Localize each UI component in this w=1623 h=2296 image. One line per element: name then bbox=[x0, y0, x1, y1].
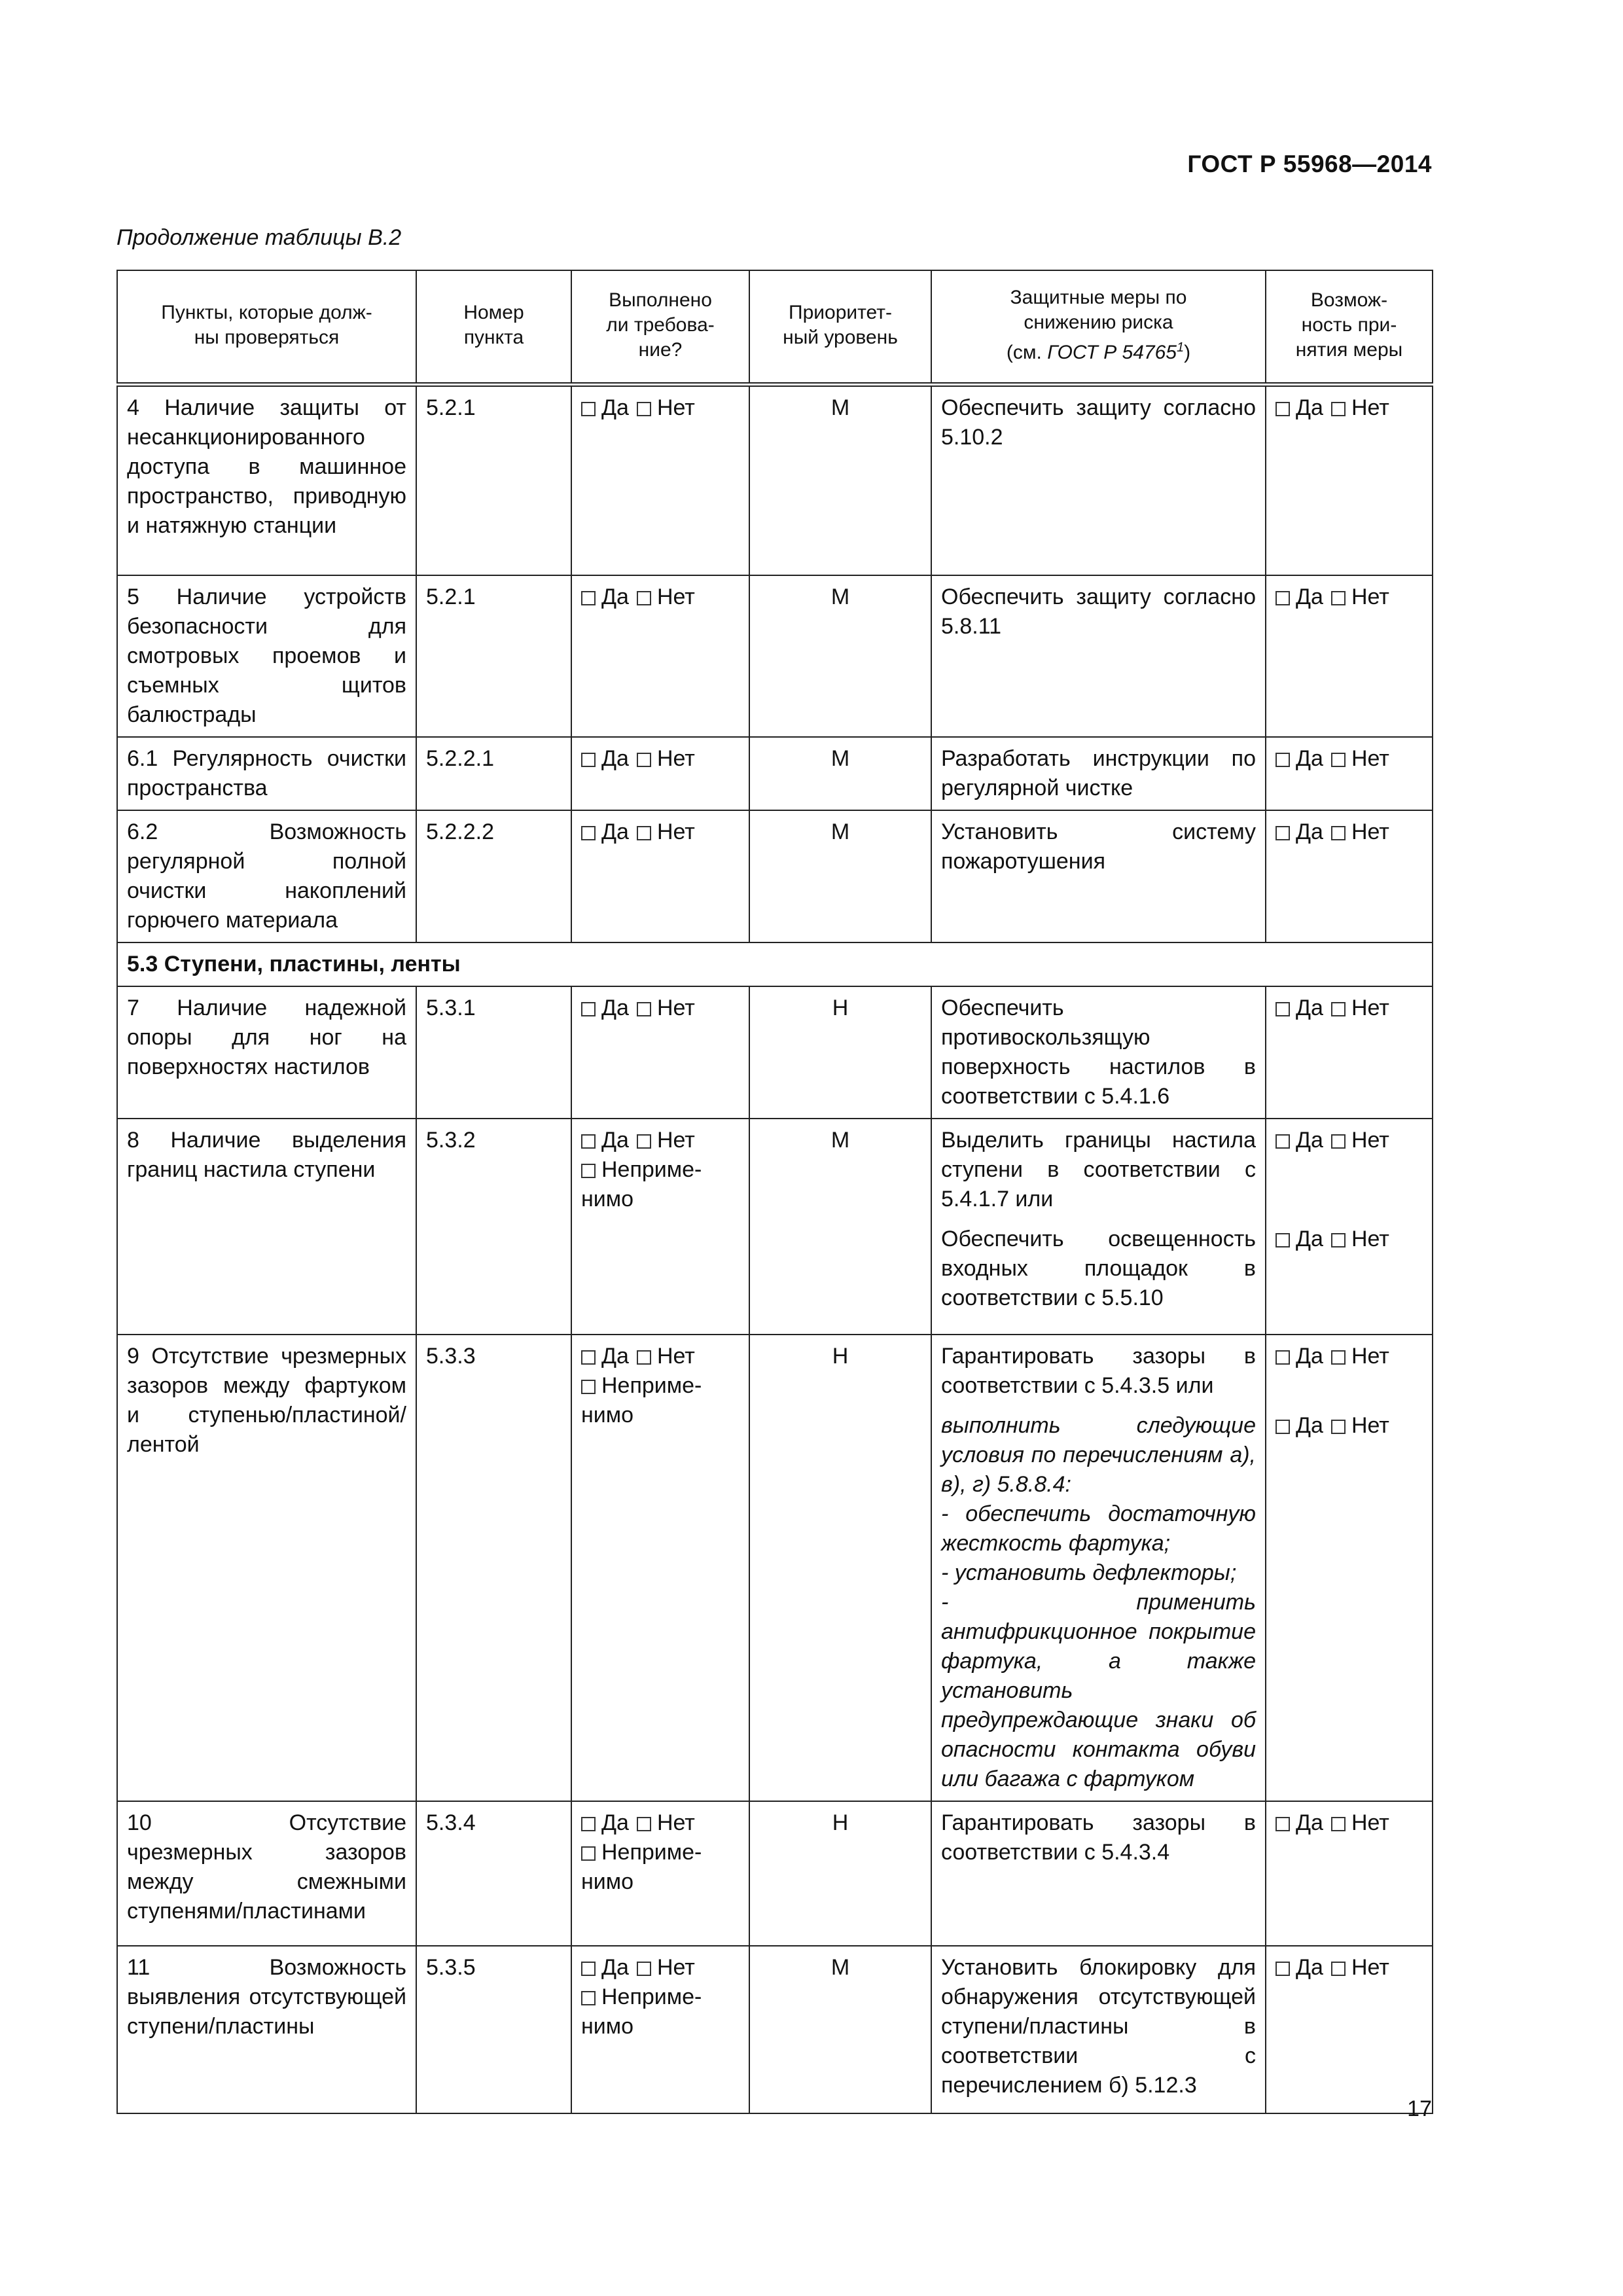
feasibility-cell bbox=[1266, 986, 1433, 1119]
checkbox-icon[interactable] bbox=[581, 1991, 596, 2005]
header-label: Защитные меры по снижению риска (см. ГОСТ Р 54765$^1$) bbox=[1006, 287, 1191, 363]
no-option[interactable] bbox=[637, 996, 695, 1020]
no-option[interactable] bbox=[637, 1344, 695, 1369]
no-label: Нет bbox=[656, 819, 695, 844]
priority-level: М bbox=[749, 1946, 931, 2113]
no-option[interactable] bbox=[1331, 1227, 1389, 1251]
checkbox-icon[interactable] bbox=[1331, 1233, 1346, 1247]
no-option[interactable] bbox=[1331, 1810, 1389, 1835]
no-label: Нет bbox=[656, 1127, 695, 1153]
header-items-to-check bbox=[117, 270, 416, 385]
not-applicable-label: Неприме- нимо bbox=[581, 1839, 702, 1894]
priority-level: М bbox=[749, 810, 931, 942]
check-item: 7 Наличие надежной опоры для ног на поверхностях настилов bbox=[117, 986, 416, 1119]
clause-number: 5.2.1 bbox=[416, 385, 571, 575]
no-option[interactable] bbox=[1331, 395, 1389, 420]
standard-code: ГОСТ Р 55968—2014 bbox=[1187, 151, 1432, 177]
table-header-row bbox=[117, 270, 1433, 385]
yes-label: Да bbox=[1296, 1954, 1323, 1980]
section-title: 5.3 Ступени, пластины, ленты bbox=[117, 942, 1433, 986]
priority-level: Н bbox=[749, 1335, 931, 1801]
table-row bbox=[117, 810, 1433, 942]
feasibility-cell bbox=[1266, 737, 1433, 810]
checkbox-icon[interactable] bbox=[1275, 1134, 1290, 1149]
no-label: Нет bbox=[1351, 1226, 1389, 1251]
measure-text: Гарантировать зазоры в соответствии с 5.4.3.4 bbox=[941, 1810, 1256, 1865]
yes-label: Да bbox=[601, 395, 629, 420]
check-item: 6.2 Возможность регулярной полной очистки накоплений горючего материала bbox=[117, 810, 416, 942]
feasibility-option-1 bbox=[1275, 1126, 1423, 1155]
yes-option[interactable] bbox=[1275, 746, 1323, 771]
table-row bbox=[117, 1335, 1433, 1801]
header-requirement-met bbox=[571, 270, 749, 385]
no-option[interactable] bbox=[1331, 746, 1389, 771]
yes-option[interactable] bbox=[581, 996, 629, 1020]
yes-option[interactable] bbox=[581, 584, 629, 609]
no-label: Нет bbox=[1351, 1810, 1389, 1835]
measures-cell bbox=[931, 1946, 1266, 2113]
no-option[interactable] bbox=[1331, 584, 1389, 609]
checkbox-icon[interactable] bbox=[1275, 826, 1290, 840]
not-applicable-option[interactable] bbox=[581, 1155, 740, 1214]
checkbox-icon[interactable] bbox=[637, 753, 651, 767]
no-label: Нет bbox=[1351, 584, 1389, 609]
yes-option[interactable] bbox=[1275, 1128, 1323, 1153]
checkbox-icon[interactable] bbox=[637, 1134, 651, 1149]
feasibility-option-2 bbox=[1275, 1411, 1423, 1441]
checkbox-icon[interactable] bbox=[637, 402, 651, 416]
checkbox-icon[interactable] bbox=[1275, 753, 1290, 767]
not-applicable-option[interactable] bbox=[581, 1371, 740, 1430]
checkbox-icon[interactable] bbox=[1331, 1002, 1346, 1016]
checkbox-icon[interactable] bbox=[1275, 1420, 1290, 1434]
yes-label: Да bbox=[601, 1810, 629, 1835]
no-option[interactable] bbox=[637, 819, 695, 844]
feasibility-cell bbox=[1266, 1335, 1433, 1801]
checkbox-icon[interactable] bbox=[581, 1164, 596, 1178]
requirement-met-cell bbox=[571, 810, 749, 942]
priority-level: М bbox=[749, 575, 931, 737]
measures-cell bbox=[931, 737, 1266, 810]
checkbox-icon[interactable] bbox=[1275, 1962, 1290, 1976]
requirement-met-cell bbox=[571, 575, 749, 737]
yes-label: Да bbox=[601, 1343, 629, 1369]
yes-label: Да bbox=[1296, 819, 1323, 844]
no-option[interactable] bbox=[637, 1955, 695, 1980]
feasibility-cell bbox=[1266, 575, 1433, 737]
priority-level: Н bbox=[749, 986, 931, 1119]
header-priority-level bbox=[749, 270, 931, 385]
check-item: 10 Отсутствие чрезмерных зазоров между смежными ступенями/пластинами bbox=[117, 1801, 416, 1946]
yes-label: Да bbox=[1296, 1412, 1323, 1438]
measure-text-alt: выполнить следующие условия по перечислениям а), в), г) 5.8.8.4: - обеспечить достаточную жесткость фартука; - установить дефлекторы; - применить антифрикционное покрытие фартука, а также установить предупреждающие знаки об опасности контакта обуви или багажа с фартуком bbox=[941, 1412, 1256, 1791]
header-label: Приоритет- ный уровень bbox=[783, 302, 898, 348]
check-item: 5 Наличие устройств безопасности для смотровых проемов и съемных щитов балюстрады bbox=[117, 575, 416, 737]
measure-text: Обеспечить защиту согласно 5.8.11 bbox=[941, 584, 1256, 639]
yes-label: Да bbox=[601, 995, 629, 1020]
no-label: Нет bbox=[1351, 1954, 1389, 1980]
checkbox-icon[interactable] bbox=[581, 1002, 596, 1016]
check-item: 9 Отсутствие чрезмерных зазоров между фартуком и ступенью/пластиной/лентой bbox=[117, 1335, 416, 1801]
feasibility-cell bbox=[1266, 1119, 1433, 1335]
yes-label: Да bbox=[1296, 1343, 1323, 1369]
yes-option[interactable] bbox=[1275, 584, 1323, 609]
no-label: Нет bbox=[1351, 745, 1389, 771]
priority-level: Н bbox=[749, 1801, 931, 1946]
yes-option[interactable] bbox=[1275, 819, 1323, 844]
yes-option[interactable] bbox=[1275, 1810, 1323, 1835]
yes-option[interactable] bbox=[581, 1128, 629, 1153]
not-applicable-label: Неприме- нимо bbox=[581, 1984, 702, 2039]
no-label: Нет bbox=[1351, 1127, 1389, 1153]
no-label: Нет bbox=[656, 395, 695, 420]
table-row bbox=[117, 1946, 1433, 2113]
no-option[interactable] bbox=[1331, 1413, 1389, 1438]
yes-label: Да bbox=[601, 584, 629, 609]
yes-option[interactable] bbox=[581, 1344, 629, 1369]
yes-label: Да bbox=[601, 1127, 629, 1153]
page-number: 17 bbox=[1407, 2096, 1432, 2121]
feasibility-cell bbox=[1266, 1801, 1433, 1946]
checkbox-icon[interactable] bbox=[1331, 591, 1346, 605]
measures-cell bbox=[931, 575, 1266, 737]
header-label: Возмож- ность при- нятия меры bbox=[1295, 289, 1403, 361]
no-option[interactable] bbox=[637, 395, 695, 420]
checkbox-icon[interactable] bbox=[1331, 753, 1346, 767]
checkbox-icon[interactable] bbox=[581, 1350, 596, 1365]
check-item: 11 Возможность выявления отсутствующей ступени/пластины bbox=[117, 1946, 416, 2113]
check-item: 6.1 Регулярность очистки пространства bbox=[117, 737, 416, 810]
section-row bbox=[117, 942, 1433, 986]
checkbox-icon[interactable] bbox=[1331, 1420, 1346, 1434]
table-row bbox=[117, 1801, 1433, 1946]
measures-cell bbox=[931, 385, 1266, 575]
yes-option[interactable] bbox=[581, 1955, 629, 1980]
no-option[interactable] bbox=[1331, 1128, 1389, 1153]
checkbox-icon[interactable] bbox=[581, 591, 596, 605]
checkbox-icon[interactable] bbox=[581, 1134, 596, 1149]
no-label: Нет bbox=[1351, 1412, 1389, 1438]
requirement-met-cell bbox=[571, 385, 749, 575]
priority-level: М bbox=[749, 1119, 931, 1335]
checkbox-icon[interactable] bbox=[1331, 1962, 1346, 1976]
no-label: Нет bbox=[1351, 1343, 1389, 1369]
yes-label: Да bbox=[1296, 745, 1323, 771]
no-label: Нет bbox=[1351, 995, 1389, 1020]
checkbox-icon[interactable] bbox=[637, 1817, 651, 1831]
feasibility-cell bbox=[1266, 1946, 1433, 2113]
requirement-met-cell bbox=[571, 1119, 749, 1335]
requirement-met-cell bbox=[571, 986, 749, 1119]
clause-number: 5.2.2.2 bbox=[416, 810, 571, 942]
yes-label: Да bbox=[1296, 1810, 1323, 1835]
measures-cell bbox=[931, 1801, 1266, 1946]
requirement-met-cell bbox=[571, 1335, 749, 1801]
table-row bbox=[117, 986, 1433, 1119]
yes-label: Да bbox=[601, 819, 629, 844]
no-label: Нет bbox=[656, 745, 695, 771]
measures-cell bbox=[931, 1335, 1266, 1801]
feasibility-cell bbox=[1266, 810, 1433, 942]
checkbox-icon[interactable] bbox=[1331, 826, 1346, 840]
yes-option[interactable] bbox=[1275, 1344, 1323, 1369]
feasibility-cell bbox=[1266, 385, 1433, 575]
no-label: Нет bbox=[656, 1810, 695, 1835]
yes-label: Да bbox=[1296, 1127, 1323, 1153]
no-label: Нет bbox=[1351, 395, 1389, 420]
checkbox-icon[interactable] bbox=[637, 1962, 651, 1976]
no-option[interactable] bbox=[637, 584, 695, 609]
requirement-met-cell bbox=[571, 737, 749, 810]
measure-text: Установить блокировку для обнаружения отсутствующей ступени/пластины в соответствии с перечислением б) 5.12.3 bbox=[941, 1954, 1256, 2098]
clause-number: 5.3.3 bbox=[416, 1335, 571, 1801]
feasibility-option-2 bbox=[1275, 1225, 1423, 1254]
no-option[interactable] bbox=[1331, 1344, 1389, 1369]
checkbox-icon[interactable] bbox=[581, 402, 596, 416]
table-row bbox=[117, 575, 1433, 737]
not-applicable-option[interactable] bbox=[581, 1982, 740, 2041]
measure-text: Гарантировать зазоры в соответствии с 5.4.3.5 или bbox=[941, 1343, 1256, 1398]
not-applicable-label: Неприме- нимо bbox=[581, 1372, 702, 1427]
checkbox-icon[interactable] bbox=[637, 826, 651, 840]
yes-label: Да bbox=[1296, 995, 1323, 1020]
header-label: Номер пункта bbox=[463, 302, 524, 348]
header-measure-feasibility bbox=[1266, 270, 1433, 385]
measure-text: Установить систему пожаротушения bbox=[941, 819, 1256, 874]
footnote-mark: 1 bbox=[1176, 340, 1185, 355]
no-option[interactable] bbox=[1331, 996, 1389, 1020]
no-label: Нет bbox=[656, 584, 695, 609]
yes-option[interactable] bbox=[1275, 1413, 1323, 1438]
yes-label: Да bbox=[1296, 584, 1323, 609]
no-option[interactable] bbox=[637, 1128, 695, 1153]
yes-option[interactable] bbox=[1275, 395, 1323, 420]
yes-option[interactable] bbox=[581, 746, 629, 771]
checkbox-icon[interactable] bbox=[1331, 402, 1346, 416]
checkbox-icon[interactable] bbox=[581, 1817, 596, 1831]
check-item: 4 Наличие защиты от несанкционированного доступа в машинное пространство, приводную и натяжную станции bbox=[117, 385, 416, 575]
clause-number: 5.2.1 bbox=[416, 575, 571, 737]
clause-number: 5.3.1 bbox=[416, 986, 571, 1119]
measure-text: Обеспечить противоскользящую поверхность настилов в соответствии с 5.4.1.6 bbox=[941, 995, 1256, 1109]
requirement-met-cell bbox=[571, 1946, 749, 2113]
measure-text: Выделить границы настила ступени в соответствии с 5.4.1.7 или bbox=[941, 1127, 1256, 1211]
measure-text: Разработать инструкции по регулярной чистке bbox=[941, 745, 1256, 800]
priority-level: М bbox=[749, 385, 931, 575]
table-caption: Продолжение таблицы В.2 bbox=[116, 225, 402, 250]
no-option[interactable] bbox=[637, 746, 695, 771]
clause-number: 5.3.4 bbox=[416, 1801, 571, 1946]
measure-text: Обеспечить защиту согласно 5.10.2 bbox=[941, 395, 1256, 450]
no-label: Нет bbox=[656, 1954, 695, 1980]
table-row bbox=[117, 737, 1433, 810]
yes-option[interactable] bbox=[1275, 996, 1323, 1020]
requirement-met-cell bbox=[571, 1801, 749, 1946]
yes-label: Да bbox=[1296, 395, 1323, 420]
not-applicable-label: Неприме- нимо bbox=[581, 1157, 702, 1211]
header-clause-number bbox=[416, 270, 571, 385]
checkbox-icon[interactable] bbox=[1275, 1233, 1290, 1247]
no-label: Нет bbox=[656, 995, 695, 1020]
no-option[interactable] bbox=[1331, 1955, 1389, 1980]
check-item: 8 Наличие выделения границ настила ступени bbox=[117, 1119, 416, 1335]
clause-number: 5.3.2 bbox=[416, 1119, 571, 1335]
clause-number: 5.3.5 bbox=[416, 1946, 571, 2113]
checkbox-icon[interactable] bbox=[581, 826, 596, 840]
checkbox-icon[interactable] bbox=[1275, 402, 1290, 416]
checklist-table bbox=[116, 270, 1433, 2114]
checkbox-icon[interactable] bbox=[1331, 1134, 1346, 1149]
no-option[interactable] bbox=[1331, 819, 1389, 844]
header-protective-measures bbox=[931, 270, 1266, 385]
checkbox-icon[interactable] bbox=[1275, 1817, 1290, 1831]
checkbox-icon[interactable] bbox=[581, 1380, 596, 1394]
checkbox-icon[interactable] bbox=[1275, 1350, 1290, 1365]
measures-cell bbox=[931, 1119, 1266, 1335]
not-applicable-option[interactable] bbox=[581, 1838, 740, 1897]
checkbox-icon[interactable] bbox=[581, 753, 596, 767]
clause-number: 5.2.2.1 bbox=[416, 737, 571, 810]
measures-cell bbox=[931, 986, 1266, 1119]
yes-option[interactable] bbox=[581, 819, 629, 844]
checkbox-icon[interactable] bbox=[581, 1962, 596, 1976]
no-label: Нет bbox=[1351, 819, 1389, 844]
table-row bbox=[117, 385, 1433, 575]
measure-text-alt: Обеспечить освещенность входных площадок в соответствии с 5.5.10 bbox=[941, 1226, 1256, 1310]
checkbox-icon[interactable] bbox=[1275, 1002, 1290, 1016]
yes-option[interactable] bbox=[581, 1810, 629, 1835]
yes-label: Да bbox=[601, 1954, 629, 1980]
header-label: Выполнено ли требова- ние? bbox=[606, 289, 715, 361]
yes-label: Да bbox=[601, 745, 629, 771]
feasibility-option-1 bbox=[1275, 1342, 1423, 1371]
header-label: Пункты, которые долж- ны проверяться bbox=[161, 302, 372, 348]
checkbox-icon[interactable] bbox=[637, 591, 651, 605]
checkbox-icon[interactable] bbox=[637, 1002, 651, 1016]
no-label: Нет bbox=[656, 1343, 695, 1369]
table-row bbox=[117, 1119, 1433, 1335]
yes-label: Да bbox=[1296, 1226, 1323, 1251]
checkbox-icon[interactable] bbox=[637, 1350, 651, 1365]
yes-option[interactable] bbox=[581, 395, 629, 420]
standard-reference: ГОСТ Р 54765 bbox=[1047, 342, 1177, 363]
yes-option[interactable] bbox=[1275, 1955, 1323, 1980]
yes-option[interactable] bbox=[1275, 1227, 1323, 1251]
checkbox-icon[interactable] bbox=[1331, 1350, 1346, 1365]
measures-cell bbox=[931, 810, 1266, 942]
checkbox-icon[interactable] bbox=[1331, 1817, 1346, 1831]
checkbox-icon[interactable] bbox=[581, 1846, 596, 1861]
checkbox-icon[interactable] bbox=[1275, 591, 1290, 605]
priority-level: М bbox=[749, 737, 931, 810]
no-option[interactable] bbox=[637, 1810, 695, 1835]
